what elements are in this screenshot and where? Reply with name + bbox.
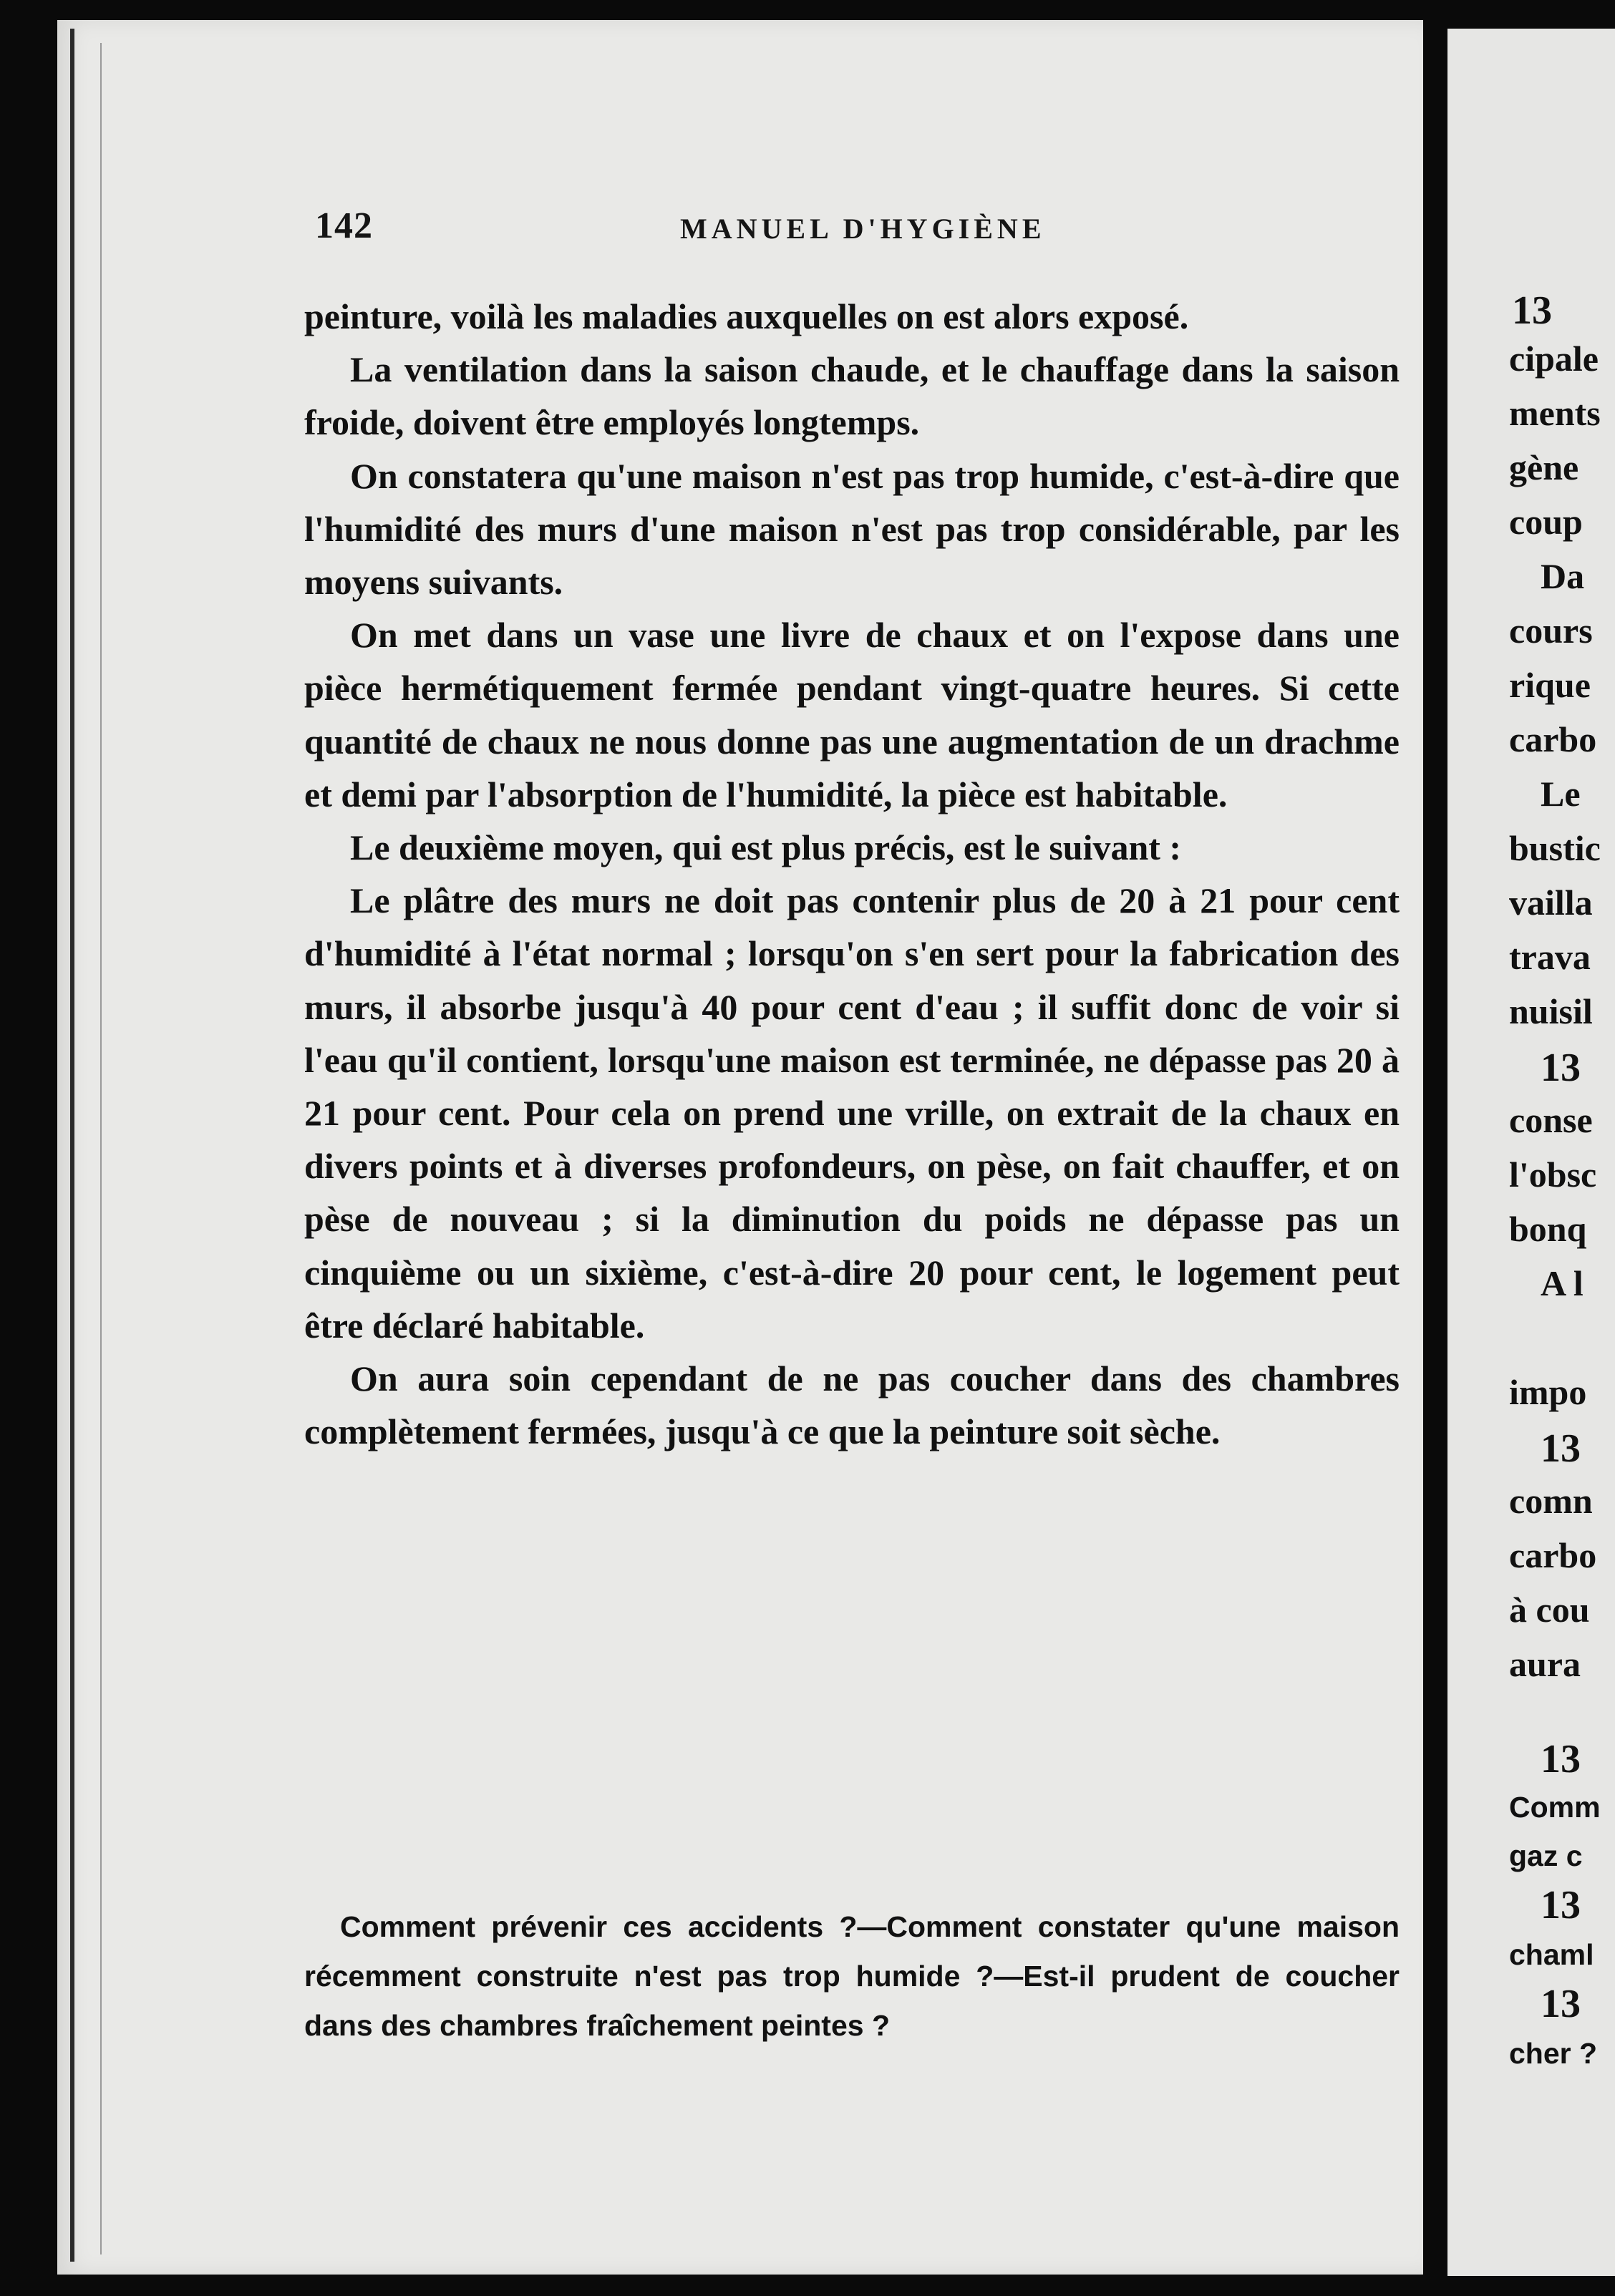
fragment-line: 13 <box>1541 1883 1581 1927</box>
fragment-line: 13 <box>1512 288 1552 333</box>
right-page-fragment <box>1447 29 1615 2276</box>
running-head <box>315 205 1396 248</box>
fragment-line: carbo <box>1509 1535 1597 1575</box>
fragment-line: comn <box>1509 1481 1593 1521</box>
fragment-line: aura <box>1509 1644 1581 1684</box>
review-questions: Comment prévenir ces accidents ?—Comment constater qu'une maison récemment construite n'est pas trop humide ?—Est-il prudent de coucher dans des chambres fraîchement peintes ? <box>304 1910 1400 2042</box>
fragment-line: Da <box>1541 556 1585 596</box>
page-number: 142 <box>315 205 373 246</box>
fragment-line: ments <box>1509 393 1601 433</box>
paragraph: On met dans un vase une livre de chaux et on l'expose dans une pièce hermétiquement fermée pendant vingt-quatre heures. Si cette quantité de chaux ne nous donne pas une augmentation de un drachme et demi par l'absorption de l'humidité, la pièce est habitable. <box>304 615 1400 814</box>
fragment-line: 13 <box>1541 1046 1581 1090</box>
fragment-line: impo <box>1509 1372 1587 1412</box>
fragment-line: coup <box>1509 502 1583 542</box>
fragment-line: à cou <box>1509 1590 1590 1630</box>
fragment-line: vailla <box>1509 882 1593 923</box>
fragment-line: rique <box>1509 665 1591 705</box>
fragment-line: bustic <box>1509 828 1601 868</box>
body-text <box>304 290 1400 1458</box>
fragment-line: Comm <box>1509 1791 1601 1824</box>
paragraph: Le plâtre des murs ne doit pas contenir plus de 20 à 21 pour cent d'humidité à l'état normal ; lorsqu'on s'en sert pour la fabrication des murs, il absorbe jusqu'à 40 pour cent d'eau ; il suffit donc de voir si l'eau qu'il contient, lorsqu'une maison est terminée, ne dépasse pas 20 à 21 pour cent. Pour cela on prend une vrille, on extrait de la chaux en divers points et à diverses profondeurs, on pèse, on fait chauffer, et on pèse de nouveau ; si la diminution du poids ne dépasse pas un cinquième ou un sixième, c'est-à-dire 20 pour cent, le logement peut être déclaré habitable. <box>304 880 1400 1346</box>
fragment-line: cours <box>1509 611 1593 651</box>
fragment-line: bonq <box>1509 1209 1587 1249</box>
fragment-line: cipale <box>1509 339 1599 379</box>
fragment-line: A l <box>1541 1263 1584 1303</box>
page-edge-shadow <box>70 29 74 2262</box>
fragment-line: carbo <box>1509 719 1597 759</box>
fragment-line: gaz c <box>1509 1839 1583 1872</box>
fragment-line: gène <box>1509 447 1579 487</box>
page-edge-line <box>100 43 102 2254</box>
fragment-line: nuisil <box>1509 991 1593 1031</box>
paragraph: Le deuxième moyen, qui est plus précis, est le suivant : <box>350 827 1182 868</box>
fragment-line: cher ? <box>1509 2037 1598 2070</box>
fragment-line: conse <box>1509 1100 1593 1140</box>
fragment-line: trava <box>1509 937 1591 977</box>
fragment-line: chaml <box>1509 1938 1594 1971</box>
fragment-line: 13 <box>1541 1737 1581 1781</box>
paragraph: peinture, voilà les maladies auxquelles on est alors exposé. <box>304 296 1189 336</box>
paragraph: On aura soin cependant de ne pas coucher dans des chambres complètement fermées, jusqu'à ce que la peinture soit sèche. <box>304 1358 1400 1452</box>
fragment-line: Le <box>1541 774 1581 814</box>
paragraph: On constatera qu'une maison n'est pas trop humide, c'est-à-dire que l'humidité des murs d'une maison n'est pas trop considérable, par les moyens suivants. <box>304 455 1400 603</box>
fragment-line: 13 <box>1541 1426 1581 1471</box>
fragment-line: 13 <box>1541 1982 1581 2026</box>
paragraph: La ventilation dans la saison chaude, et le chauffage dans la saison froide, doivent être employés longtemps. <box>304 349 1400 443</box>
running-title: MANUEL D'HYGIÈNE <box>680 213 1046 245</box>
fragment-line: l'obsc <box>1509 1154 1597 1195</box>
